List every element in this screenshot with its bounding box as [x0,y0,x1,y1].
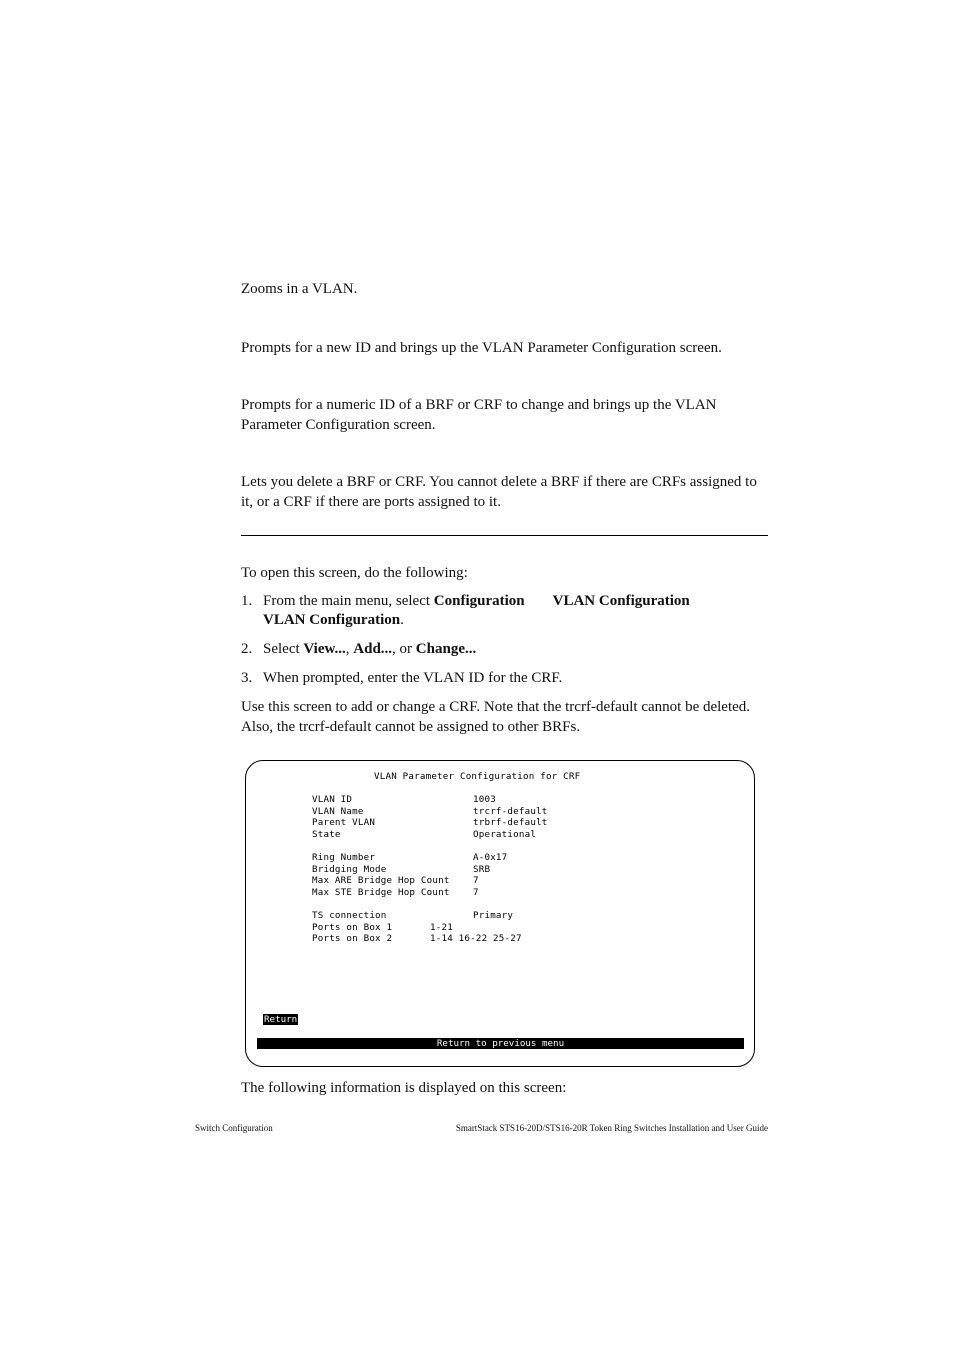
section-divider [241,535,768,536]
view-option: View... [303,641,346,657]
value-parent-vlan: trbrf-default [473,817,548,829]
step-text-end: . [400,612,404,628]
value-max-ste: 7 [473,886,479,898]
change-option: Change... [415,641,477,657]
label-vlan-name: VLAN Name [312,805,364,817]
add-option: Add... [353,641,393,657]
intro-text: To open this screen, do the following: [241,565,468,581]
step-number: 3. [241,670,253,686]
menu-vlan-configuration: VLAN Configuration [552,593,690,609]
label-vlan-id: VLAN ID [312,794,353,805]
value-vlan-id: 1003 [473,794,496,805]
usage-text: Use this screen to add or change a CRF. Note that the trcrf-default cannot be deleted. Also, the trcrf-default cannot be assigned to other BRFs. [241,699,751,735]
terminal-screenshot [245,760,755,1067]
value-ports-box1: 1-21 [430,921,453,933]
step-number: 2. [241,641,253,657]
return-button[interactable]: Return [264,1014,298,1025]
screen-title: VLAN Parameter Configuration for CRF [374,771,581,782]
label-ts-connection: TS connection [312,910,387,921]
label-ports-box1: Ports on Box 1 [312,921,393,933]
label-ports-box2: Ports on Box 2 [312,933,393,945]
footer-right: SmartStack STS16-20D/STS16-20R Token Ring Switches Installation and User Guide [455,1123,768,1133]
value-ring-number: A-0x17 [473,852,508,863]
value-max-are: 7 [473,875,479,887]
zoom-description: Zooms in a VLAN. [241,281,358,297]
step-text: From the main menu, select [263,593,434,609]
footer-left: Switch Configuration [195,1123,273,1133]
value-bridging-mode: SRB [473,863,491,875]
add-description: Prompts for a new ID and brings up the VLAN Parameter Configuration screen. [241,340,722,356]
menu-configuration: Configuration [433,593,525,609]
value-ts-connection: Primary [473,910,514,921]
separator: , or [392,641,416,657]
step-number: 1. [241,593,253,609]
step-text: Select [263,641,304,657]
label-max-ste: Max STE Bridge Hop Count [312,886,450,898]
label-bridging-mode: Bridging Mode [312,863,387,875]
value-ports-box2: 1-14 16-22 25-27 [430,933,522,945]
menu-vlan-configuration-item: VLAN Configuration [263,612,401,628]
step-text: When prompted, enter the VLAN ID for the CRF. [263,670,563,686]
label-max-are: Max ARE Bridge Hop Count [312,875,450,887]
change-description: Prompts for a numeric ID of a BRF or CRF to change and brings up the VLAN Parameter Configuration screen. [241,397,717,433]
value-state: Operational [473,828,537,840]
status-bar: Return to previous menu [257,1038,744,1049]
delete-description: Lets you delete a BRF or CRF. You cannot delete a BRF if there are CRFs assigned to it, or a CRF if there are ports assigned to it. [241,474,757,510]
value-vlan-name: trcrf-default [473,805,548,817]
following-text: The following information is displayed on this screen: [241,1080,567,1096]
label-parent-vlan: Parent VLAN [312,817,376,829]
label-ring-number: Ring Number [312,852,376,863]
label-state: State [312,828,341,840]
separator: , [345,641,354,657]
